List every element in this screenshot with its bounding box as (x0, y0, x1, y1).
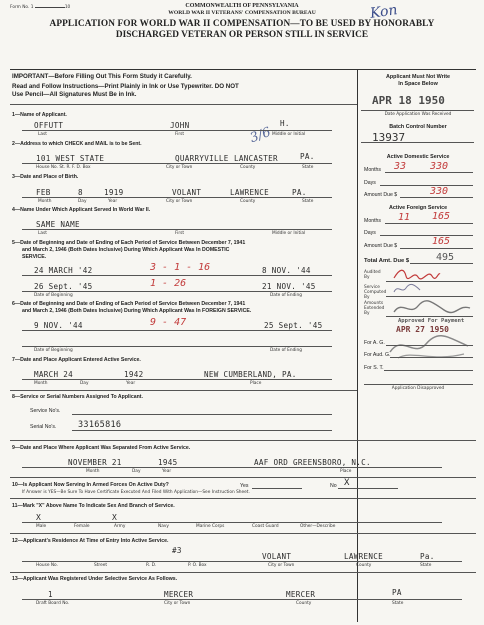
birth-year-label: Year (108, 199, 118, 204)
domestic-1-duration: 3 - 1 - 16 (150, 262, 211, 273)
domestic-months-amount: 330 (430, 161, 449, 172)
field-11-label: 11—Mark "X" Above Name To Indicate Sex And Branch of Service. (12, 503, 175, 509)
sidebar-note-1: Applicant Must Not Write (386, 74, 450, 80)
field-3-label: 3—Date and Place of Birth. (12, 174, 79, 180)
foreign-1-duration: 9 - 47 (150, 317, 187, 328)
field-8-label: 8—Service or Serial Numbers Assigned To Applicant. (12, 394, 143, 400)
army-mark: X (112, 513, 118, 522)
domestic-2-end: 21 NOV. '45 (262, 282, 316, 291)
street-label: House No. St. R. F. D. Box (36, 165, 91, 170)
domestic-amount-label: Amount Due $ (364, 192, 398, 198)
entry-year-label: Year (126, 381, 136, 386)
foreign-days-label: Days (364, 230, 376, 236)
for-ag-label: For A. G. (364, 340, 385, 346)
residence-box: #3 (172, 546, 182, 555)
disapproved-label: Application Disapproved (391, 386, 445, 391)
batch-number: 13937 (372, 131, 406, 144)
audited-label: Audited By (364, 270, 381, 280)
birth-year: 1919 (104, 188, 124, 197)
yes-label: Yes (240, 483, 249, 489)
draft-board-state: PA (392, 588, 402, 597)
residence-state: Pa. (420, 552, 435, 561)
entry-month-label: Month (34, 381, 48, 386)
foreign-1-end: 25 Sept. '45 (264, 321, 323, 330)
domestic-1-end: 8 NOV. '44 (262, 266, 311, 275)
field-10-subnote: If Answer is YES—Be Sure To Have Certificate Executed And Filed With Application—See Instruction Sheet. (22, 490, 250, 495)
separation-day-label: Day (132, 469, 141, 474)
service-signature (392, 282, 424, 296)
field-7-label: 7—Date and Place Applicant Entered Active Service. (12, 357, 141, 363)
audited-signature (392, 266, 442, 282)
date-received-label: Date Application Was Received (384, 112, 452, 117)
field-1-label: 1—Name of Applicant. (12, 112, 67, 118)
date-received-stamp: APR 18 1950 (372, 94, 445, 107)
corner-handwritten-note: Kon (369, 2, 399, 22)
served-first-label: First (175, 231, 185, 236)
entry-month-day: MARCH 24 (34, 370, 73, 379)
domestic-2-duration: 1 - 26 (150, 278, 187, 289)
field-4-label: 4—Name Under Which Applicant Served In World War II. (12, 207, 151, 213)
coast-guard-label: Coast Guard (252, 524, 279, 529)
serial-no-label: Serial No's. (30, 424, 57, 430)
domestic-months-label: Months (364, 167, 382, 173)
birth-day-label: Day (78, 199, 87, 204)
total-amount: 495 (436, 252, 455, 263)
draft-board-label: Draft Board No. (36, 601, 70, 606)
male-label: Male (36, 524, 47, 529)
service-no-label: Service No's. (30, 408, 61, 414)
handwritten-mark: 3/6 (248, 124, 273, 147)
domestic-begin-label: Date of Beginning (34, 293, 73, 298)
draft-board-city: MERCER (164, 590, 194, 599)
female-label: Female (74, 524, 90, 529)
residence-county: LAWRENCE (344, 552, 383, 561)
residence-city: VOLANT (262, 552, 292, 561)
domestic-2-begin: 26 Sept. '45 (34, 282, 93, 291)
field-5-label-3: SERVICE. (22, 254, 47, 260)
birth-county: LAWRENCE (230, 188, 269, 197)
birth-month-label: Month (38, 199, 52, 204)
agency-line-2: WORLD WAR II VETERANS' COMPENSATION BUREAU (168, 10, 316, 16)
field-12-label: 12—Applicant's Residence At Time of Entry Into Active Service. (12, 538, 169, 544)
sidebar-divider (357, 69, 358, 622)
birth-county-label: County (240, 199, 256, 204)
separation-year-label: Year (162, 469, 172, 474)
separation-month-label: Month (86, 469, 100, 474)
service-computed-label: Service Computed By (364, 285, 387, 300)
serial-number: 33165816 (78, 420, 122, 430)
last-label: Last (38, 132, 47, 137)
for-st-label: For S. T. (364, 365, 384, 371)
army-label: Army (114, 524, 126, 529)
draft-city-label: City or Town (164, 601, 191, 606)
house-label: House No. (36, 563, 58, 568)
state-label: State (302, 165, 314, 170)
domestic-end-label: Date of Ending (270, 293, 302, 298)
field-6-label-2: and March 2, 1946 (Both Dates Inclusive) During Which Applicant Was In FOREIGN SERVICE. (22, 308, 252, 314)
city-label: City or Town (166, 165, 193, 170)
entry-day-label: Day (80, 381, 89, 386)
rd-label: R. D. (146, 563, 157, 568)
foreign-months-amount: 165 (432, 211, 451, 222)
birth-state: PA. (292, 188, 307, 197)
field-5-label-2: and March 2, 1946 (Both Dates Inclusive) During Which Applicant Was In DOMESTIC (22, 247, 230, 253)
entry-place: NEW CUMBERLAND, PA. (204, 370, 297, 379)
field-13-label: 13—Applicant Was Registered Under Selective Service As Follows. (12, 576, 178, 582)
approved-date-stamp: APR 27 1950 (396, 325, 449, 334)
birth-city-label: City or Town (166, 199, 193, 204)
batch-label: Batch Control Number (389, 124, 447, 130)
separation-place: AAF ORD GREENSBORO, N.C. (254, 458, 371, 467)
residence-state-label: State (420, 563, 432, 568)
foreign-months: 11 (398, 212, 411, 223)
domestic-1-begin: 24 MARCH '42 (34, 266, 93, 275)
field-2-label: 2—Address to which CHECK and MAIL is to be Sent. (12, 141, 142, 147)
for-aud-label: For Aud. G. (364, 352, 391, 358)
foreign-amount: 165 (432, 236, 451, 247)
residence-city-label: City or Town (268, 563, 295, 568)
separation-date: NOVEMBER 21 (68, 458, 122, 467)
draft-board-number: 1 (48, 590, 53, 599)
approved-stamp-label: Approved For Payment (398, 318, 465, 324)
foreign-begin-label: Date of Beginning (34, 348, 73, 353)
amounts-extended-label: Amounts Extended By (364, 301, 385, 316)
no-mark: X (344, 478, 350, 488)
birth-day: 8 (78, 188, 83, 197)
birth-city: VOLANT (172, 188, 202, 197)
form-title-line-2: DISCHARGED VETERAN OR PERSON STILL IN SERVICE (115, 30, 369, 40)
served-last-label: Last (38, 231, 47, 236)
address-street: 101 WEST STATE (36, 154, 105, 163)
separation-place-label: Place (340, 469, 352, 474)
applicant-last-name: OFFUTT (34, 121, 64, 130)
first-label: First (175, 132, 185, 137)
foreign-end-label: Date of Ending (270, 348, 302, 353)
navy-label: Navy (158, 524, 169, 529)
top-rule (10, 69, 476, 70)
served-middle-label: Middle or Initial (272, 231, 306, 236)
form-number: Form No. 1 10 (10, 5, 71, 10)
draft-county-label: County (296, 601, 312, 606)
sidebar-note-2: In Space Below (398, 81, 438, 87)
residence-county-label: County (356, 563, 372, 568)
draft-board-county: MERCER (286, 590, 316, 599)
field-6-label-1: 6—Date of Beginning and Date of Ending of Each Period of Service Between December 7, 1941 (12, 301, 246, 307)
entry-year: 1942 (124, 370, 144, 379)
total-label: Total Amt. Due $ (364, 258, 410, 264)
birth-month: FEB (36, 188, 51, 197)
instructions-line-2: Read and Follow Instructions—Print Plainly in Ink or Use Typewriter. DO NOT (12, 83, 239, 90)
instructions-line-3: Use Pencil—All Signatures Must Be in Ink. (12, 91, 137, 98)
address-county: LANCASTER (234, 154, 278, 163)
field-5-label-1: 5—Date of Beginning and Date of Ending of Each Period of Service Between December 7, 1941 (12, 240, 246, 246)
foreign-amount-label: Amount Due $ (364, 243, 398, 249)
agency-line-1: COMMONWEALTH OF PENNSYLVANIA (185, 3, 299, 9)
draft-state-label: State (392, 601, 404, 606)
foreign-months-label: Months (364, 218, 382, 224)
domestic-heading: Active Domestic Service (386, 154, 450, 160)
domestic-amount: 330 (430, 186, 449, 197)
address-state: PA. (300, 152, 315, 161)
approval-signature (388, 332, 472, 364)
field-9-label: 9—Date and Place Where Applicant Was Separated From Active Service. (12, 445, 191, 451)
middle-label: Middle or Initial (272, 132, 306, 137)
residence-street-label: Street (94, 563, 108, 568)
form-title-line-1: APPLICATION FOR WORLD WAR II COMPENSATION—TO BE USED BY HONORABLY (49, 19, 435, 29)
foreign-1-begin: 9 NOV. '44 (34, 321, 83, 330)
male-mark: X (36, 513, 42, 522)
address-city: QUARRYVILLE (175, 154, 229, 163)
applicant-first-name: JOHN (170, 121, 190, 130)
field-10-label: 10—Is Applicant Now Serving In Armed Forces On Active Duty? (12, 482, 169, 488)
marine-label: Marine Corps (196, 524, 225, 529)
separation-year: 1945 (158, 458, 178, 467)
domestic-months: 33 (394, 161, 407, 172)
instructions-line-1: IMPORTANT—Before Filling Out This Form Study it Carefully. (12, 73, 192, 80)
county-label: County (240, 165, 256, 170)
applicant-middle-initial: H. (280, 119, 290, 128)
other-label: Other—Describe (300, 524, 336, 529)
no-label: No (330, 483, 337, 489)
domestic-days-label: Days (364, 180, 376, 186)
served-name: SAME NAME (36, 220, 80, 229)
entry-place-label: Place (250, 381, 262, 386)
pobox-label: P. O. Box (188, 563, 207, 568)
foreign-heading: Active Foreign Service (388, 205, 448, 211)
birth-state-label: State (302, 199, 314, 204)
